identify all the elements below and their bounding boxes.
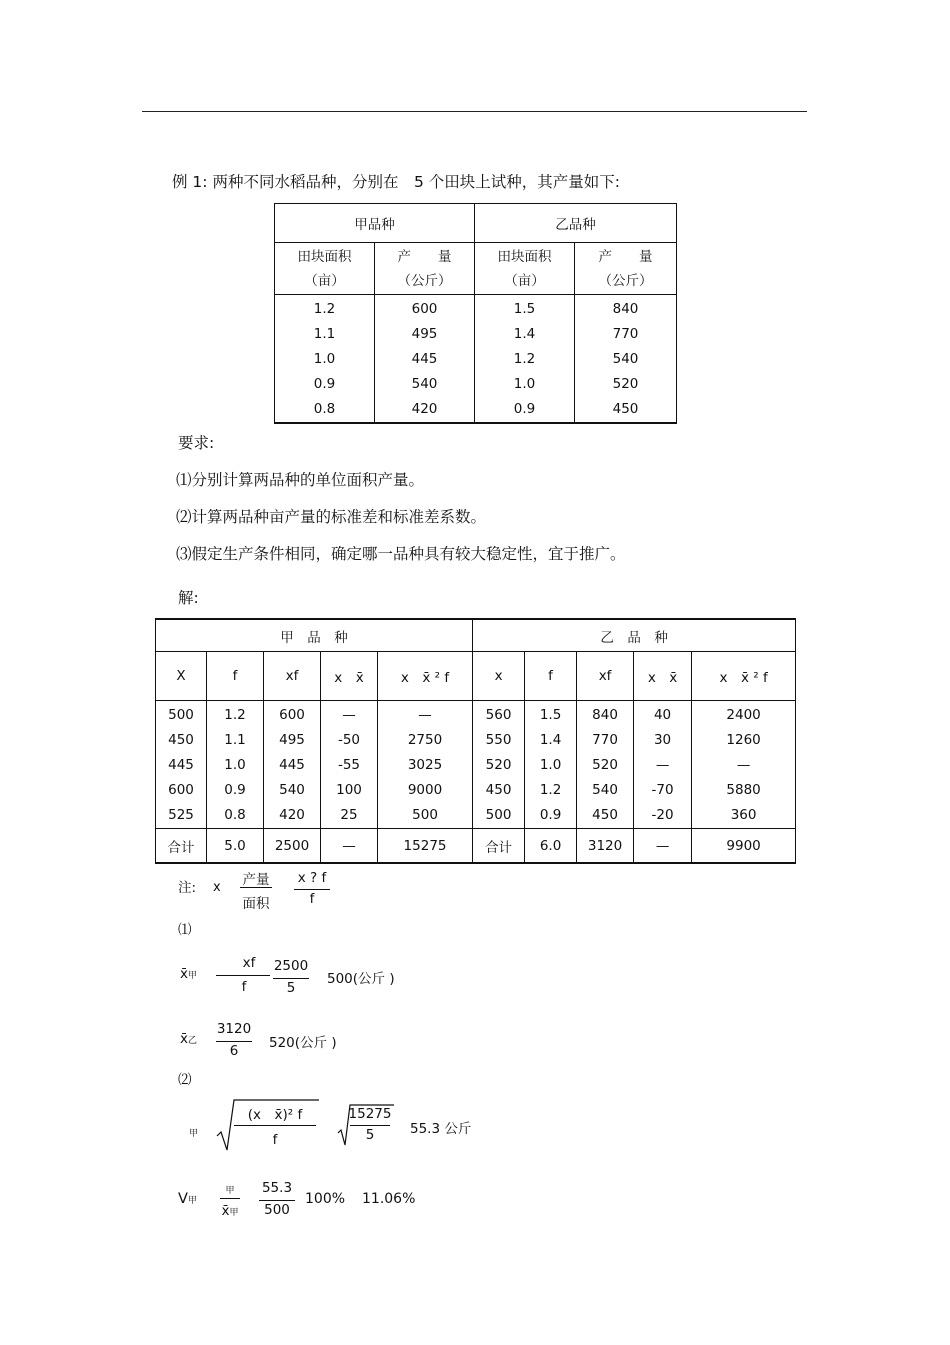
- cv-a-symbol: V甲: [178, 1191, 197, 1207]
- mean-a-symbol: x̄甲: [180, 966, 198, 982]
- col-yield-b: 产 量 （公斤）: [575, 243, 677, 295]
- frac-bar: [294, 889, 330, 890]
- group-b-header: 乙品种: [475, 204, 677, 243]
- calc-group-a: 甲 品 种: [156, 619, 473, 652]
- frac-bar: [259, 1200, 295, 1201]
- frac-bar: [273, 978, 309, 979]
- total-b-sq: 9900: [692, 829, 796, 864]
- mean-a-frac-2: 2500 5: [273, 958, 309, 996]
- total-b-f: 6.0: [525, 829, 577, 864]
- total-a-xf: 2500: [264, 829, 321, 864]
- b-area-cells: 1.5 1.4 1.2 1.0 0.9: [475, 295, 575, 424]
- note-frac-2: [290, 870, 334, 907]
- hdr-b-dev: x x̄: [634, 652, 692, 701]
- mean-a-result: 500(公斤 ): [327, 971, 395, 987]
- cv-a-frac-2: 55.3 500: [256, 1180, 298, 1218]
- note-x: x: [213, 880, 221, 895]
- total-a-dev: —: [321, 829, 378, 864]
- step1-label: ⑴: [178, 922, 192, 938]
- cv-a-times: 100%: [305, 1191, 346, 1207]
- intro-text: 例 1: 两种不同水稻品种，分别在 5 个田块上试种，其产量如下:: [172, 173, 620, 191]
- b-col-dev: 40 30 — -70 -20: [634, 701, 692, 829]
- requirement-3: ⑶假定生产条件相同，确定哪一品种具有较大稳定性，宜于推广。: [176, 545, 626, 563]
- b-col-sq: 2400 1260 — 5880 360: [692, 701, 796, 829]
- hdr-a-dev: x x̄: [321, 652, 378, 701]
- sigma-a-result: 55.3 公斤: [410, 1121, 472, 1137]
- cv-a-frac-1: 甲 x̄甲: [221, 1186, 239, 1219]
- solution-label: 解:: [178, 589, 199, 607]
- calc-group-b: 乙 品 种: [473, 619, 796, 652]
- b-col-x: 560 550 520 450 500: [473, 701, 525, 829]
- b-col-f: 1.5 1.4 1.0 1.2 0.9: [525, 701, 577, 829]
- step2-label: ⑵: [178, 1072, 192, 1088]
- hdr-b-x: x: [473, 652, 525, 701]
- total-a-label: 合计: [156, 829, 207, 864]
- mean-b-symbol: x̄乙: [180, 1031, 198, 1047]
- col-area-a: 田块面积 （亩）: [275, 243, 375, 295]
- frac-bar: [234, 1125, 316, 1126]
- hdr-b-xf: xf: [577, 652, 634, 701]
- sigma-a-frac-1: (x x̄)² f f: [232, 1103, 318, 1148]
- hdr-a-xf: xf: [264, 652, 321, 701]
- frac-bar: [350, 1125, 390, 1126]
- mean-a-frac-1: xf f: [216, 955, 272, 995]
- a-col-xf: 600 495 445 540 420: [264, 701, 321, 829]
- a-col-x: 500 450 445 600 525: [156, 701, 207, 829]
- frac-bar: [240, 887, 272, 888]
- hdr-a-x: X: [156, 652, 207, 701]
- requirement-2: ⑵计算两品种亩产量的标准差和标准差系数。: [176, 508, 487, 526]
- hdr-a-f: f: [207, 652, 264, 701]
- a-yield-cells: 600 495 445 540 420: [375, 295, 475, 424]
- total-a-f: 5.0: [207, 829, 264, 864]
- b-col-xf: 840 770 520 540 450: [577, 701, 634, 829]
- total-b-label: 合计: [473, 829, 525, 864]
- hdr-b-sq: x x̄ ² f: [692, 652, 796, 701]
- note-den-1: 面积: [242, 896, 270, 912]
- mean-b-frac: 3120 6: [216, 1021, 252, 1059]
- note-num-2: x ? f: [297, 870, 327, 886]
- total-a-sq: 15275: [378, 829, 473, 864]
- a-col-f: 1.2 1.1 1.0 0.9 0.8: [207, 701, 264, 829]
- total-b-xf: 3120: [577, 829, 634, 864]
- sigma-a-frac-2: 15275 5: [348, 1106, 392, 1143]
- hdr-a-sq: x x̄ ² f: [378, 652, 473, 701]
- total-b-dev: —: [634, 829, 692, 864]
- sigma-a-symbol: 甲: [189, 1129, 199, 1139]
- note-label: 注:: [178, 880, 197, 896]
- cv-a-result: 11.06%: [362, 1191, 416, 1207]
- note-frac-1: [236, 868, 276, 912]
- a-col-sq: — 2750 3025 9000 500: [378, 701, 473, 829]
- frac-bar: [216, 1041, 252, 1042]
- group-a-header: 甲品种: [275, 204, 475, 243]
- frac-bar: [216, 975, 270, 976]
- requirement-1: ⑴分别计算两品种的单位面积产量。: [176, 471, 425, 489]
- calculation-table: [155, 618, 796, 864]
- col-area-b: 田块面积 （亩）: [475, 243, 575, 295]
- col-yield-a: 产 量 （公斤）: [375, 243, 475, 295]
- a-area-cells: 1.2 1.1 1.0 0.9 0.8: [275, 295, 375, 424]
- yield-table: [274, 203, 677, 424]
- hdr-b-f: f: [525, 652, 577, 701]
- header-rule: [142, 111, 807, 112]
- mean-b-result: 520(公斤 ): [269, 1035, 337, 1051]
- note-den-2: f: [309, 891, 315, 907]
- frac-bar: [220, 1198, 240, 1199]
- requirements-title: 要求:: [178, 434, 215, 452]
- note-num-1: 产量: [242, 872, 270, 888]
- a-col-dev: — -50 -55 100 25: [321, 701, 378, 829]
- b-yield-cells: 840 770 540 520 450: [575, 295, 677, 424]
